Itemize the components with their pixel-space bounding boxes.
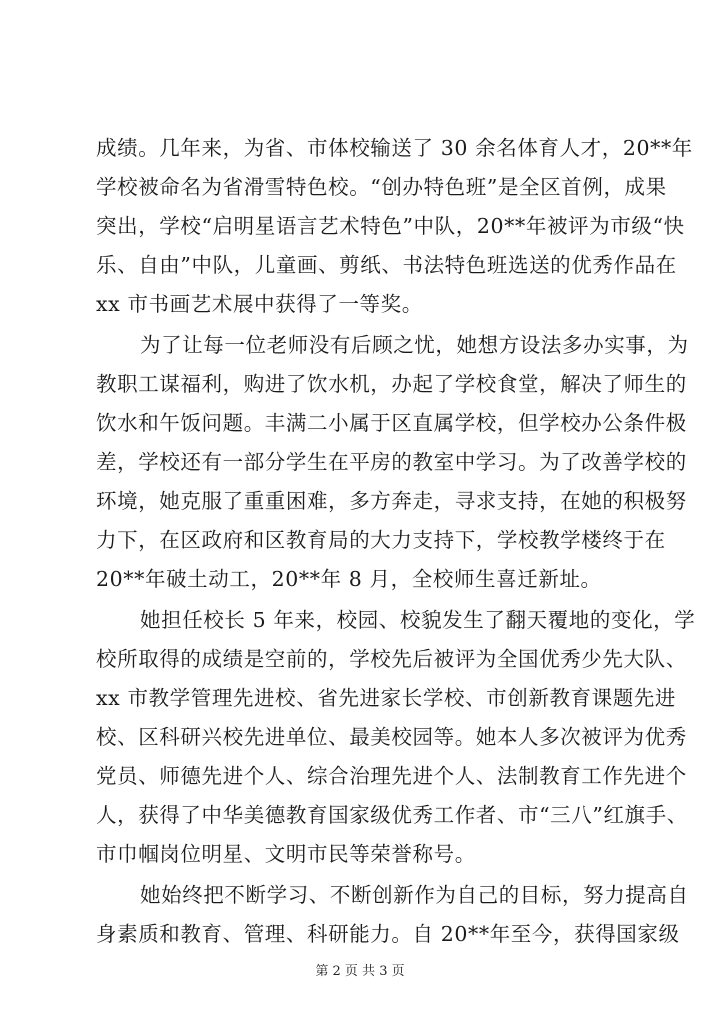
text-line: xx 市教学管理先进校、省先进家长学校、市创新教育课题先进 [96, 686, 677, 710]
text-line: 党员、师德先进个人、综合治理先进个人、法制教育工作先进个 [96, 764, 687, 788]
text-line: 力下，在区政府和区教育局的大力支持下，学校教学楼终于在 [96, 528, 666, 552]
text-line: 她始终把不断学习、不断创新作为自己的目标，努力提高自 [140, 883, 689, 907]
text-line: 乐、自由”中队，儿童画、剪纸、书法特色班选送的优秀作品在 [96, 253, 677, 277]
text-line: 她担任校长 5 年来，校园、校貌发生了翻天覆地的变化，学 [140, 608, 696, 632]
text-line: 差，学校还有一部分学生在平房的教室中学习。为了改善学校的 [96, 450, 687, 474]
text-line: 身素质和教育、管理、科研能力。自 20**年至今，获得国家级 [96, 922, 680, 946]
text-line: 突出，学校“启明星语言艺术特色”中队，20**年被评为市级“快 [96, 214, 685, 238]
text-line: 人，获得了中华美德教育国家级优秀工作者、市“三八”红旗手、 [96, 803, 688, 827]
text-line: 市巾帼岗位明星、文明市民等荣誉称号。 [96, 842, 476, 866]
text-line: 饮水和午饭问题。丰满二小属于区直属学校，但学校办公条件极 [96, 411, 687, 435]
text-line: 环境，她克服了重重困难，多方奔走，寻求支持，在她的积极努 [96, 489, 687, 513]
text-line: 学校被命名为省滑雪特色校。“创办特色班”是全区首例，成果 [96, 175, 667, 199]
text-line: 教职工谋福利，购进了饮水机，办起了学校食堂，解决了师生的 [96, 372, 687, 396]
page-footer: 第 2 页 共 3 页 [315, 964, 405, 979]
text-line: xx 市书画艺术展中获得了一等奖。 [96, 292, 423, 316]
text-line: 成绩。几年来，为省、市体校输送了 30 余名体育人才，20**年 [96, 136, 693, 160]
text-line: 为了让每一位老师没有后顾之忧，她想方设法多办实事，为 [140, 333, 689, 357]
text-line: 20**年破土动工，20**年 8 月，全校师生喜迁新址。 [96, 567, 602, 591]
text-line: 校所取得的成绩是空前的，学校先后被评为全国优秀少先大队、 [96, 647, 687, 671]
text-line: 校、区科研兴校先进单位、最美校园等。她本人多次被评为优秀 [96, 725, 687, 749]
